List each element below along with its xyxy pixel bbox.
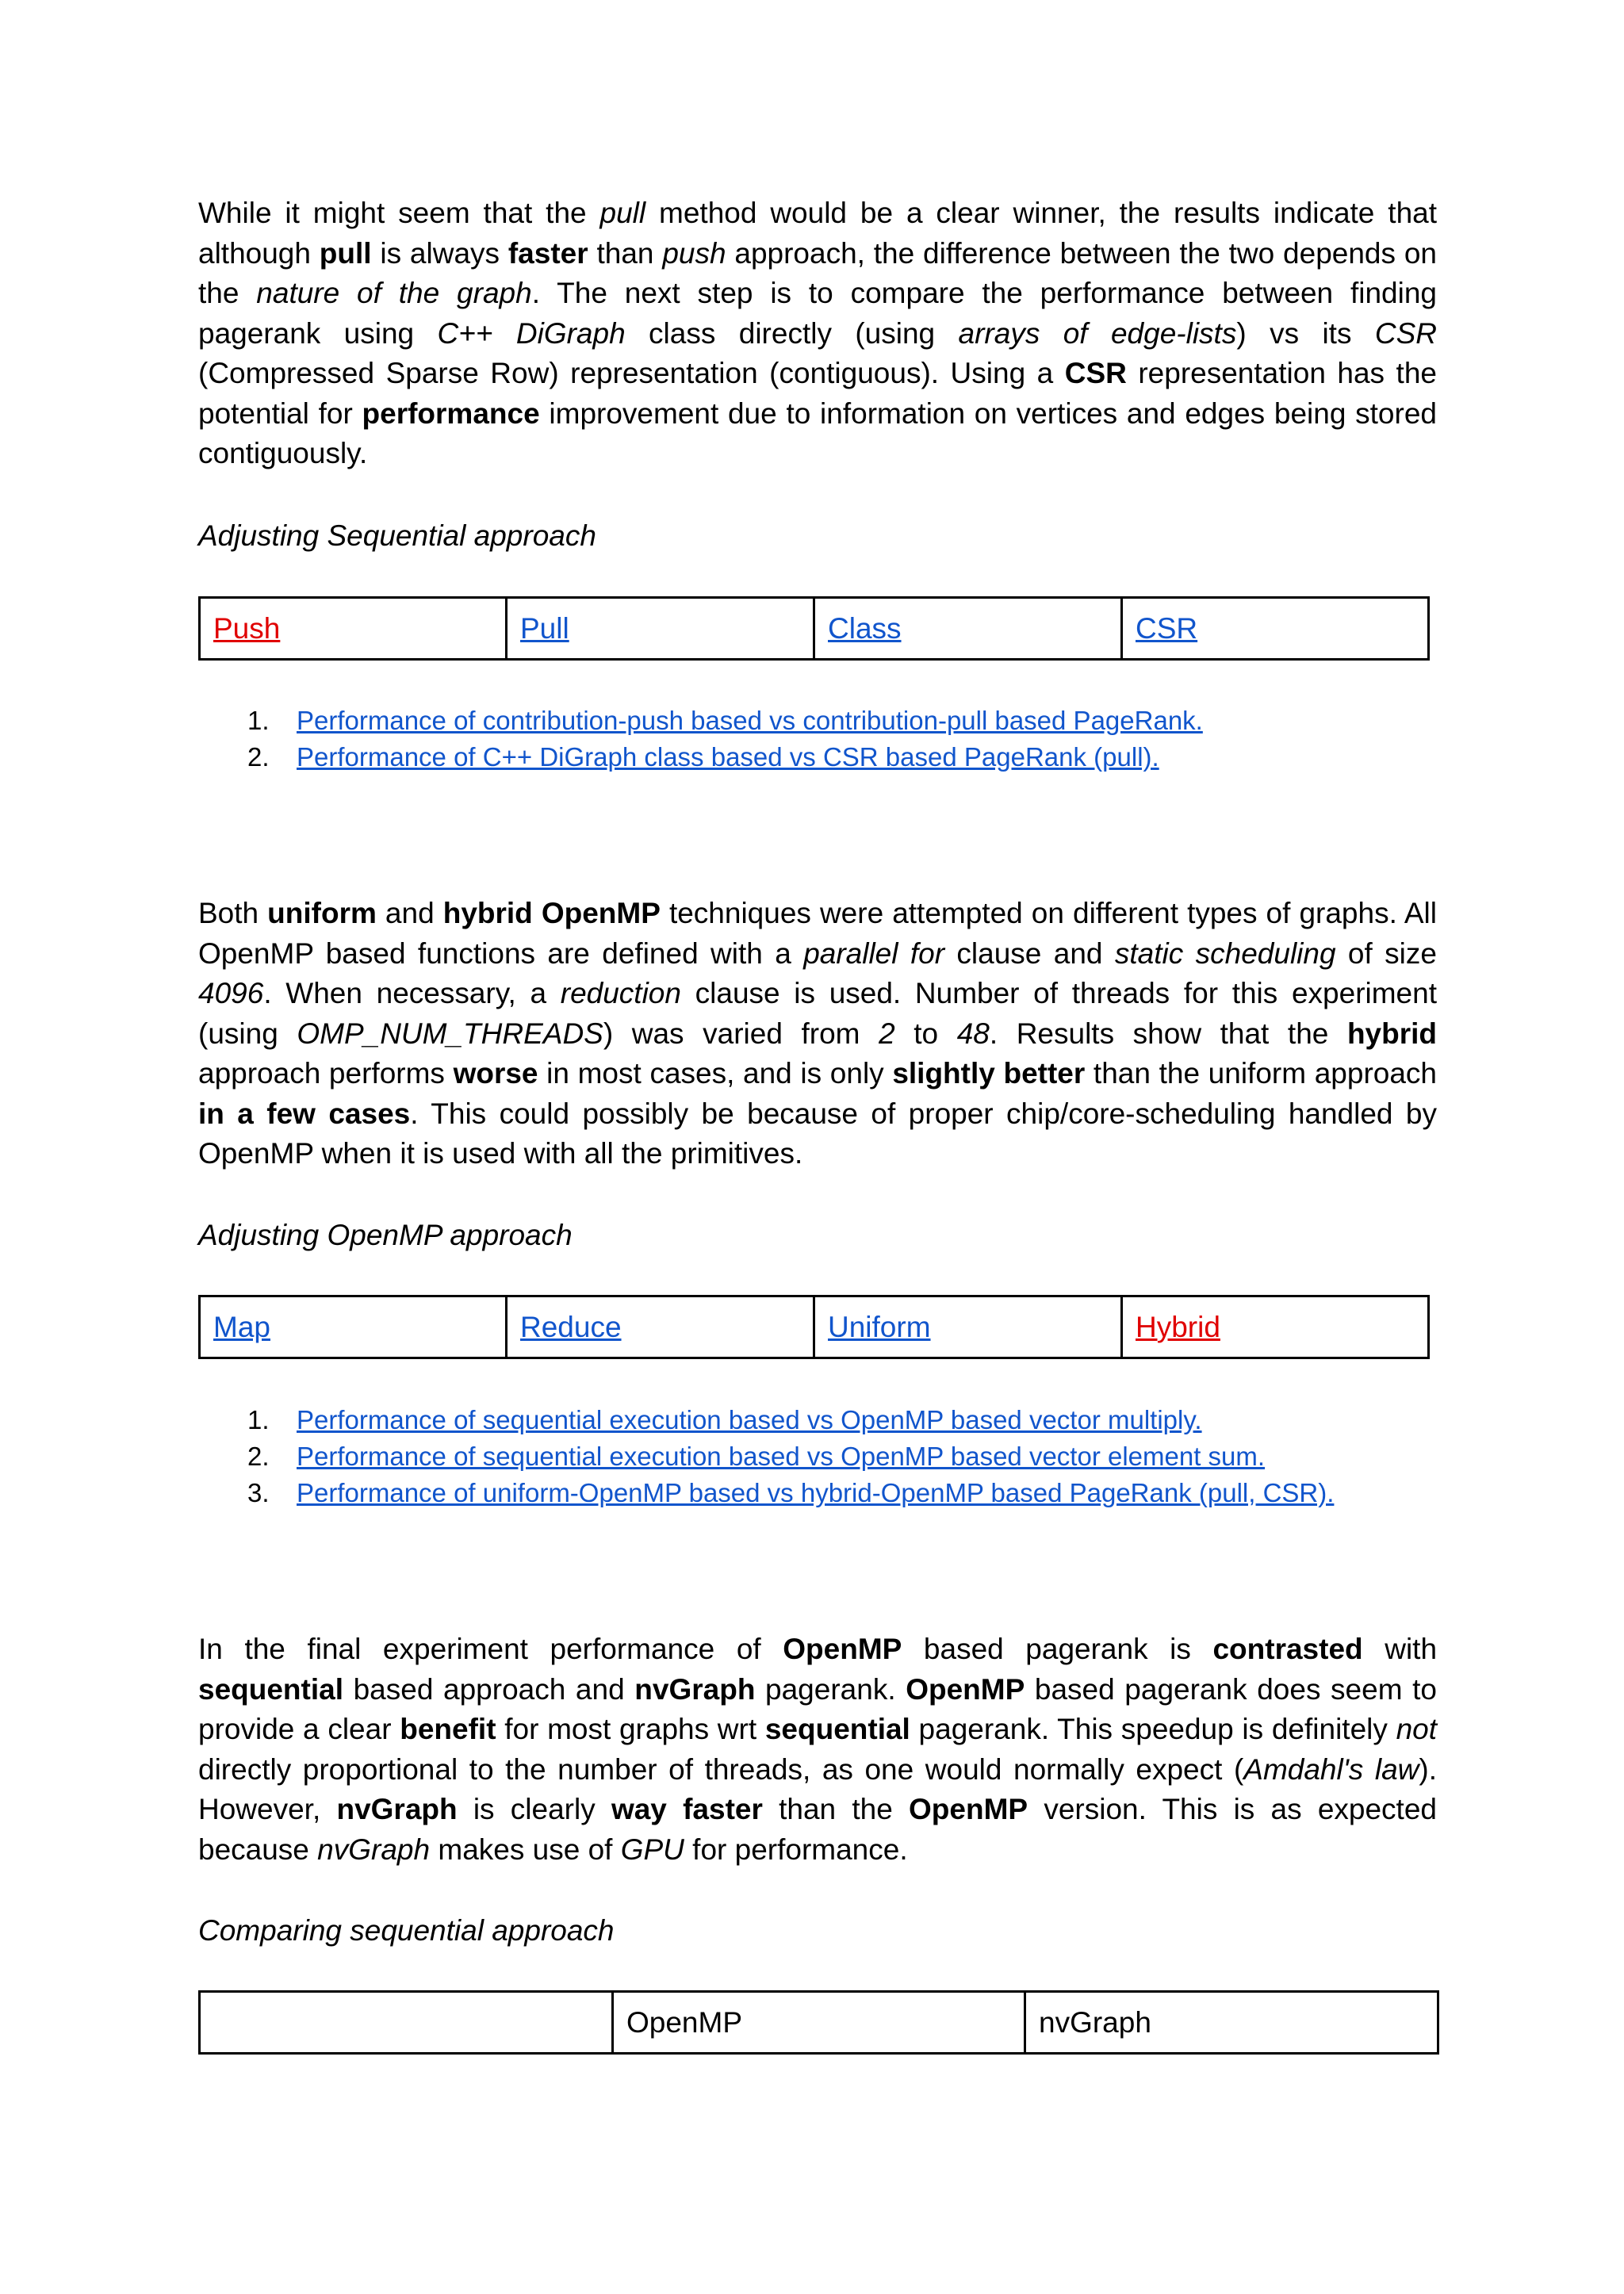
text-run: . The next step is to compare the performance between finding pagerank using — [198, 277, 1437, 350]
text-run: based approach and — [343, 1672, 635, 1706]
text-run: . When necessary, a — [263, 977, 561, 1009]
text-run: GPU — [620, 1833, 684, 1866]
map-link[interactable]: Map — [213, 1310, 270, 1343]
paragraph-pull-vs-push — [198, 193, 1437, 474]
cell-pull — [507, 598, 814, 660]
list-item: 1. Performance of contribution-push based vs contribution-pull based PageRank. — [247, 706, 1203, 735]
text-run: and — [376, 897, 443, 929]
text-run: class directly (using — [625, 316, 959, 350]
heading-adjusting-openmp: Adjusting OpenMP approach — [198, 1219, 573, 1251]
text-run: parallel for — [803, 936, 945, 970]
text-run: push — [662, 236, 726, 270]
text-run: OpenMP — [906, 1672, 1025, 1706]
comparing-approach-table — [198, 1990, 1439, 2055]
text-run: slightly better — [892, 1057, 1086, 1090]
text-run: 2 — [879, 1017, 895, 1050]
heading-comparing-sequential: Comparing sequential approach — [198, 1914, 615, 1947]
text-run: While it might seem that the — [198, 197, 600, 229]
text-run: nvGraph — [336, 1793, 458, 1825]
text-run: 48 — [956, 1017, 990, 1050]
sequential-links-list — [198, 703, 1203, 776]
text-run: performance — [362, 396, 540, 430]
text-run: (Compressed Sparse Row) representation (contiguous). Using a — [198, 357, 1065, 389]
text-run: arrays of edge-lists — [958, 316, 1237, 350]
text-run: representation has the potential for — [198, 357, 1437, 430]
text-run: faster — [508, 236, 588, 270]
text-run: pull — [319, 236, 372, 270]
text-run: . Results show that the — [989, 1017, 1347, 1050]
text-run: ). However, — [198, 1752, 1437, 1825]
class-link[interactable]: Class — [828, 611, 902, 645]
openmp-approach-table — [198, 1295, 1430, 1359]
text-run: based pagerank is — [902, 1633, 1213, 1665]
list-item: 2. Performance of C++ DiGraph class based vs CSR based PageRank (pull). — [247, 742, 1159, 772]
list-item: 1. Performance of sequential execution based vs OpenMP based vector multiply. — [247, 1405, 1202, 1434]
text-run: hybrid OpenMP — [442, 897, 661, 929]
text-run: pagerank. — [755, 1672, 906, 1706]
text-run: contrasted — [1212, 1633, 1363, 1665]
hybrid-link[interactable]: Hybrid — [1136, 1310, 1220, 1343]
text-run: nvGraph — [634, 1672, 756, 1706]
openmp-links-list — [198, 1402, 1334, 1511]
sequential-approach-table — [198, 596, 1430, 661]
text-run: reduction — [560, 977, 681, 1009]
text-run: nature of the graph — [256, 277, 532, 309]
push-link[interactable]: Push — [213, 611, 281, 645]
heading-adjusting-sequential: Adjusting Sequential approach — [198, 519, 596, 552]
text-run: nvGraph — [317, 1833, 431, 1866]
cell-uniform — [814, 1296, 1122, 1358]
cell-nvgraph: nvGraph — [1025, 1992, 1438, 2054]
text-run: way faster — [611, 1793, 763, 1825]
text-run: than — [588, 236, 663, 270]
text-run: makes use of — [430, 1833, 621, 1866]
list-item: 2. Performance of sequential execution based vs OpenMP based vector element sum. — [247, 1442, 1266, 1471]
text-run: not — [1396, 1713, 1437, 1745]
text-run: in most cases, and is only — [538, 1057, 893, 1090]
text-run: based pagerank does seem to provide a clear — [198, 1672, 1437, 1745]
text-run: approach performs — [198, 1057, 454, 1090]
text-run: for performance. — [684, 1833, 908, 1866]
text-run: benefit — [400, 1713, 496, 1745]
text-run: Both — [198, 897, 268, 929]
uniform-link[interactable]: Uniform — [828, 1310, 931, 1343]
link-vector-element-sum[interactable]: Performance of sequential execution based vs OpenMP based vector element sum. — [297, 1442, 1266, 1471]
cell-empty — [200, 1992, 613, 2054]
cell-csr — [1122, 598, 1429, 660]
link-vector-multiply[interactable]: Performance of sequential execution based vs OpenMP based vector multiply. — [297, 1405, 1202, 1434]
reduce-link[interactable]: Reduce — [520, 1310, 622, 1343]
text-run: ) vs its — [1236, 316, 1375, 350]
text-run: ) was varied from — [603, 1017, 879, 1050]
text-run: is always — [371, 236, 508, 270]
text-run: clause is used. Number of threads for this experiment (using — [198, 977, 1437, 1050]
link-uniform-vs-hybrid[interactable]: Performance of uniform-OpenMP based vs hybrid-OpenMP based PageRank (pull, CSR). — [297, 1478, 1335, 1507]
paragraph-openmp-techniques — [198, 894, 1437, 1174]
text-run: In the final experiment performance of — [198, 1633, 783, 1665]
cell-map — [200, 1296, 507, 1358]
text-run: static scheduling — [1114, 936, 1336, 970]
text-run: OpenMP — [909, 1793, 1028, 1825]
text-run: with — [1362, 1633, 1438, 1665]
cell-hybrid — [1122, 1296, 1429, 1358]
text-run: 4096 — [198, 977, 264, 1009]
cell-class — [814, 598, 1122, 660]
cell-openmp: OpenMP — [613, 1992, 1025, 2054]
link-push-vs-pull[interactable]: Performance of contribution-push based vs contribution-pull based PageRank. — [297, 706, 1203, 735]
text-run: clause and — [944, 936, 1115, 970]
text-run: directly proportional to the number of threads, as one would normally expect ( — [198, 1752, 1244, 1786]
pull-link[interactable]: Pull — [520, 611, 569, 645]
text-run: sequential — [198, 1672, 343, 1706]
text-run: for most graphs wrt — [496, 1713, 765, 1745]
text-run: to — [894, 1017, 957, 1050]
text-run: OpenMP — [783, 1633, 902, 1665]
text-run: hybrid — [1346, 1017, 1437, 1050]
text-run: approach, the difference between the two depends on the — [198, 236, 1437, 309]
csr-link[interactable]: CSR — [1136, 611, 1198, 645]
text-run: CSR — [1064, 357, 1127, 389]
link-class-vs-csr[interactable]: Performance of C++ DiGraph class based vs CSR based PageRank (pull). — [297, 742, 1159, 772]
text-run: sequential — [764, 1713, 910, 1745]
text-run: uniform — [267, 897, 377, 929]
text-run: method would be a clear winner, the results indicate that although — [198, 197, 1437, 270]
text-run: pull — [599, 197, 646, 229]
text-run: version. This is as expected because — [198, 1793, 1437, 1866]
text-run: techniques were attempted on different types of graphs. All OpenMP based functions are defined with a — [198, 897, 1437, 970]
text-run: in a few cases — [198, 1097, 411, 1130]
text-run: . This could possibly be because of proper chip/core-scheduling handled by OpenMP when it is used with all the primitives. — [198, 1097, 1437, 1170]
list-item: 3. Performance of uniform-OpenMP based vs hybrid-OpenMP based PageRank (pull, CSR). — [247, 1478, 1335, 1507]
cell-push — [200, 598, 507, 660]
paragraph-final-experiment — [198, 1630, 1437, 1870]
text-run: is clearly — [457, 1793, 611, 1825]
text-run: CSR — [1374, 316, 1437, 350]
text-run: worse — [453, 1057, 538, 1090]
text-run: C++ DiGraph — [437, 316, 626, 350]
text-run: of size — [1335, 936, 1437, 970]
text-run: improvement due to information on vertices and edges being stored contiguously. — [198, 396, 1437, 469]
cell-reduce — [507, 1296, 814, 1358]
text-run: pagerank. This speedup is definitely — [910, 1713, 1396, 1745]
text-run: than the — [762, 1793, 910, 1825]
text-run: than the uniform approach — [1085, 1057, 1437, 1090]
text-run: OMP_NUM_THREADS — [297, 1017, 603, 1050]
text-run: Amdahl's law — [1243, 1752, 1419, 1786]
